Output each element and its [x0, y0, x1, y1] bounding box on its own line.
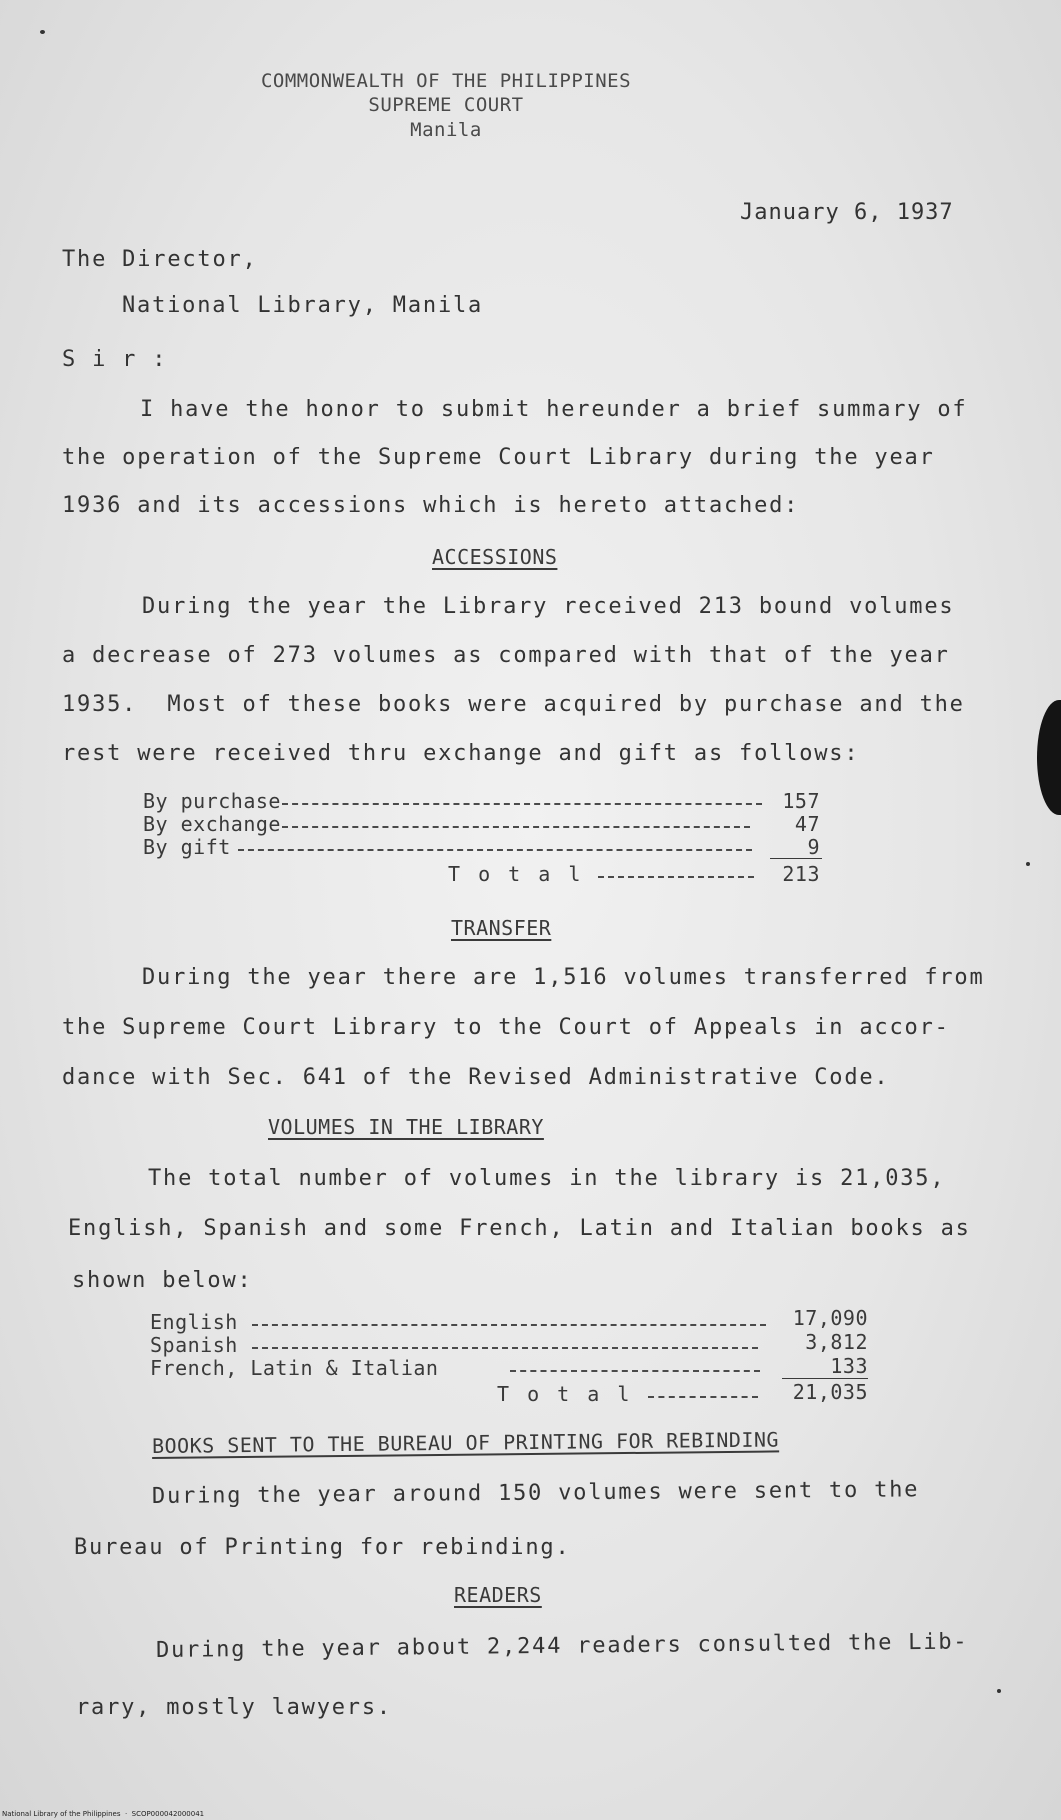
accessions-total-value: 213: [782, 862, 820, 886]
leader-dashes: [648, 1396, 758, 1398]
volumes-total-value: 21,035: [792, 1380, 868, 1404]
accessions-row-label: By purchase: [143, 789, 281, 813]
volumes-row-label: Spanish: [150, 1333, 238, 1357]
transfer-line-2: the Supreme Court Library to the Court of Appeals in accor-: [62, 1015, 950, 1040]
volumes-row-label: French, Latin & Italian: [150, 1356, 439, 1380]
letterhead-line2: SUPREME COURT: [368, 94, 524, 116]
transfer-line-3: dance with Sec. 641 of the Revised Administrative Code.: [62, 1065, 890, 1090]
rebinding-line-1: During the year around 150 volumes were sent to the: [151, 1477, 920, 1509]
leader-dashes: [510, 1370, 760, 1372]
accessions-row-value: 47: [794, 812, 820, 836]
volumes-line-1: The total number of volumes in the library is 21,035,: [148, 1166, 946, 1191]
leader-dashes: [252, 1324, 766, 1326]
volumes-line-3: shown below:: [72, 1268, 253, 1293]
accessions-total-label: T o t a l: [448, 862, 584, 886]
volumes-row-value: 3,812: [805, 1330, 868, 1354]
intro-line-2: the operation of the Supreme Court Library during the year: [62, 445, 935, 470]
accessions-line-2: a decrease of 273 volumes as compared with that of the year: [62, 643, 950, 668]
transfer-heading: TRANSFER: [451, 916, 552, 940]
volumes-line-2: English, Spanish and some French, Latin and Italian books as: [68, 1216, 971, 1241]
letterhead-line1: COMMONWEALTH OF THE PHILIPPINES: [260, 70, 632, 92]
letter-date: January 6, 1937: [740, 200, 954, 225]
accessions-line-1: During the year the Library received 213 bound volumes: [142, 594, 955, 619]
leader-dashes: [252, 1347, 758, 1349]
sum-rule: [782, 1378, 868, 1379]
rebinding-heading: BOOKS SENT TO THE BUREAU OF PRINTING FOR REBINDING: [151, 1427, 780, 1458]
addressee-org: National Library, Manila: [122, 293, 484, 318]
scan-edge-shadow: [1037, 700, 1061, 815]
leader-dashes: [282, 803, 762, 805]
addressee-title: The Director,: [62, 247, 258, 272]
accessions-row-value: 9: [807, 835, 820, 859]
leader-dashes: [238, 849, 752, 851]
accessions-heading: ACCESSIONS: [432, 545, 558, 569]
scan-speck: [997, 1689, 1001, 1693]
accessions-row-value: 157: [782, 789, 820, 813]
volumes-total-label: T o t a l: [497, 1382, 633, 1406]
letterhead-line3: Manila: [410, 119, 482, 141]
volumes-row-value: 133: [830, 1354, 868, 1378]
accessions-row-label: By gift: [143, 835, 231, 859]
salutation: S i r :: [62, 347, 168, 372]
intro-line-3: 1936 and its accessions which is hereto attached:: [62, 493, 800, 518]
scan-footer: National Library of the Philippines · SCOP000042000041: [2, 1810, 205, 1818]
readers-line-2: rary, mostly lawyers.: [76, 1695, 392, 1720]
transfer-line-1: During the year there are 1,516 volumes transferred from: [142, 965, 985, 990]
volumes-row-label: English: [150, 1310, 238, 1334]
scan-speck: [40, 30, 45, 34]
leader-dashes: [282, 826, 750, 828]
sum-rule: [770, 858, 822, 859]
intro-line-1: I have the honor to submit hereunder a brief summary of: [140, 397, 968, 422]
scan-speck: [1026, 862, 1030, 866]
volumes-heading: VOLUMES IN THE LIBRARY: [268, 1115, 544, 1139]
readers-line-1: During the year about 2,244 readers consulted the Lib-: [155, 1629, 969, 1663]
accessions-line-4: rest were received thru exchange and gift as follows:: [62, 741, 860, 766]
readers-heading: READERS: [454, 1583, 542, 1607]
accessions-line-3: 1935. Most of these books were acquired by purchase and the: [62, 692, 965, 717]
volumes-row-value: 17,090: [792, 1306, 868, 1330]
rebinding-line-2: Bureau of Printing for rebinding.: [74, 1535, 571, 1560]
accessions-row-label: By exchange: [143, 812, 281, 836]
leader-dashes: [598, 876, 754, 878]
